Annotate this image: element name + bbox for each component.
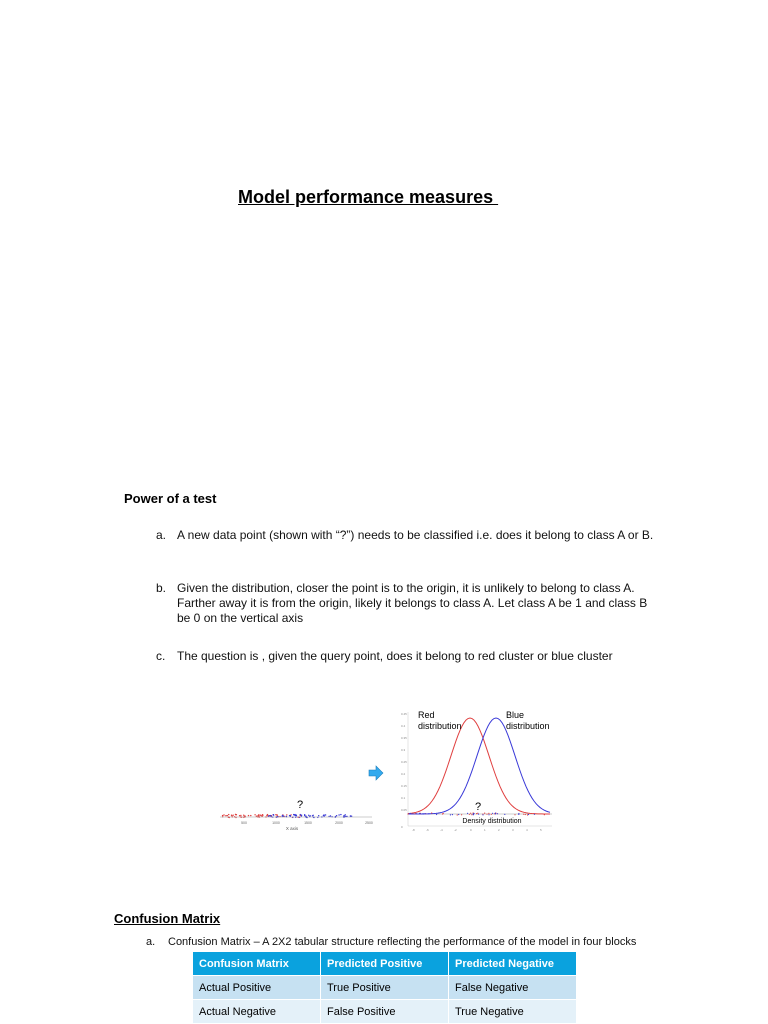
scatter-point (243, 815, 244, 816)
baseline-point (450, 814, 451, 815)
table-header-cell: Predicted Negative (449, 952, 577, 976)
x-tick-label: 500 (241, 821, 247, 825)
scatter-point (305, 816, 306, 817)
baseline-point (431, 812, 432, 813)
list-marker: a. (146, 936, 156, 948)
scatter-points (222, 814, 352, 818)
svg-text:0.1: 0.1 (401, 796, 406, 800)
table-cell: True Positive (321, 976, 449, 1000)
table-header-row (193, 952, 577, 976)
power-of-test-heading: Power of a test (124, 491, 217, 506)
table-cell: False Negative (449, 976, 577, 1000)
baseline-point (416, 813, 417, 814)
scatter-point (254, 814, 255, 815)
scatter-point (262, 814, 263, 815)
baseline-point (491, 814, 492, 815)
scatter-point (301, 815, 302, 816)
table-header-cell: Confusion Matrix (193, 952, 321, 976)
baseline-point (482, 814, 483, 815)
baseline-point (488, 814, 489, 815)
red-distribution-label: distribution (418, 721, 462, 731)
baseline-point (497, 813, 498, 814)
scatter-point (268, 815, 269, 816)
right-arrow-icon (368, 765, 384, 781)
table-cell: Actual Negative (193, 1000, 321, 1024)
svg-text:0.4: 0.4 (401, 724, 406, 728)
svg-text:3: 3 (512, 828, 514, 832)
baseline-point (544, 814, 545, 815)
baseline-point (523, 814, 524, 815)
baseline-point (442, 813, 443, 814)
scatter-point (294, 814, 295, 815)
list-item (156, 581, 656, 626)
list-item-text: Confusion Matrix – A 2X2 tabular structure reflecting the performance of the model in four blocks (168, 936, 637, 948)
svg-text:0.15: 0.15 (401, 784, 407, 788)
list-item (156, 528, 656, 543)
scatter-point (235, 814, 236, 815)
baseline-point (528, 814, 529, 815)
baseline-point (504, 814, 505, 815)
scatter-point (323, 814, 324, 815)
baseline-point (467, 813, 468, 814)
list-item-text: A new data point (shown with “?”) needs to be classified i.e. does it belong to class A or B. (177, 528, 654, 542)
scatter-point (275, 814, 276, 815)
baseline-point (436, 814, 437, 815)
list-item (156, 649, 656, 664)
density-distribution-figure (398, 706, 554, 834)
svg-text:5: 5 (540, 828, 542, 832)
baseline-point (420, 813, 421, 814)
blue-distribution-curve (408, 718, 550, 814)
scatter-point (308, 815, 309, 816)
scatter-point (261, 815, 262, 816)
baseline-point (457, 814, 458, 815)
scatter-point (223, 814, 224, 815)
density-distribution-label: Density distribution (462, 818, 522, 825)
table-cell: False Positive (321, 1000, 449, 1024)
baseline-point (469, 814, 470, 815)
red-distribution-curve (408, 718, 550, 814)
baseline-point (476, 813, 477, 814)
table-row (193, 1000, 577, 1024)
confusion-matrix-heading: Confusion Matrix (114, 911, 221, 926)
svg-text:0: 0 (470, 828, 472, 832)
scatter-point (325, 814, 326, 815)
scatter-point (345, 814, 346, 815)
baseline-point (473, 814, 474, 815)
list-item-text: The question is , given the query point, does it belong to red cluster or blue cluster (177, 649, 613, 663)
svg-text:-4: -4 (440, 828, 443, 832)
page-title: Model performance measures (238, 187, 499, 207)
scatter-point (244, 815, 245, 816)
scatter-point (304, 814, 305, 815)
scatter-point (273, 814, 274, 815)
baseline-point (425, 813, 426, 814)
svg-text:0.35: 0.35 (401, 736, 407, 740)
baseline-point (461, 814, 462, 815)
list-marker: c. (156, 649, 166, 663)
svg-text:0.05: 0.05 (401, 808, 407, 812)
baseline-point (473, 813, 474, 814)
table-cell: True Negative (449, 1000, 577, 1024)
scatter-point (283, 815, 284, 816)
table-header-cell: Predicted Positive (321, 952, 449, 976)
x-tick-label: 2500 (365, 821, 373, 825)
svg-text:0.25: 0.25 (401, 760, 407, 764)
baseline-point (486, 814, 487, 815)
scatter-point (338, 814, 339, 815)
svg-text:-2: -2 (454, 828, 457, 832)
x-tick-label: 2000 (335, 821, 343, 825)
table-cell: Actual Positive (193, 976, 321, 1000)
svg-text:4: 4 (526, 828, 528, 832)
baseline-point (484, 813, 485, 814)
scatter-point (336, 815, 337, 816)
scatter-point (318, 815, 319, 816)
baseline-point (471, 814, 472, 815)
baseline-point (495, 813, 496, 814)
baseline-point (488, 813, 489, 814)
baseline-point (458, 814, 459, 815)
svg-text:0.3: 0.3 (401, 748, 406, 752)
baseline-point (492, 813, 493, 814)
x-axis-ticks (412, 828, 542, 832)
scatter-point (240, 815, 241, 816)
baseline-point (525, 814, 526, 815)
y-axis-ticks (401, 712, 407, 829)
scatter-point (300, 814, 301, 815)
svg-text:0: 0 (401, 825, 403, 829)
baseline-point (534, 814, 535, 815)
scatter-point (228, 814, 229, 815)
scatter-point (330, 815, 331, 816)
scatter-axis-figure (216, 795, 376, 835)
svg-text:2: 2 (498, 828, 500, 832)
svg-text:-6: -6 (426, 828, 429, 832)
baseline-point (423, 813, 424, 814)
scatter-point (258, 815, 259, 816)
scatter-point (256, 816, 257, 817)
blue-distribution-label: distribution (506, 721, 550, 731)
blue-distribution-label: Blue (506, 710, 525, 720)
x-tick-label: 1500 (304, 821, 312, 825)
scatter-point (233, 815, 234, 816)
list-marker: b. (156, 581, 167, 595)
scatter-point (340, 814, 341, 815)
svg-text:-8: -8 (412, 828, 415, 832)
list-marker: a. (156, 528, 167, 542)
query-point-label: ? (474, 801, 482, 813)
baseline-point (478, 814, 479, 815)
scatter-point (295, 815, 296, 816)
baseline-point (452, 814, 453, 815)
baseline-point (409, 813, 410, 814)
list-item-text: Given the distribution, closer the point is to the origin, it is unlikely to belong to class A. Farther away it is from the origin, likely it belongs to class A. Let class A be 1 and class B be 0 on the vertical axis (177, 581, 648, 625)
table-row (193, 976, 577, 1000)
x-axis-label: X axis (285, 826, 299, 831)
red-distribution-label: Red (418, 710, 435, 720)
scatter-point (225, 815, 226, 816)
x-tick-label: 1000 (272, 821, 280, 825)
svg-text:0.2: 0.2 (401, 772, 406, 776)
scatter-point (250, 815, 251, 816)
scatter-point (310, 815, 311, 816)
list-item (146, 936, 636, 948)
scatter-point (227, 815, 228, 816)
svg-text:1: 1 (484, 828, 486, 832)
baseline-point (428, 813, 429, 814)
scatter-point (313, 815, 314, 816)
query-point-label: ? (296, 799, 304, 811)
scatter-point (222, 815, 223, 816)
baseline-point (407, 813, 408, 814)
svg-text:0.45: 0.45 (401, 712, 407, 716)
confusion-matrix-table (192, 951, 577, 1024)
scatter-point (239, 815, 240, 816)
baseline-point (419, 813, 420, 814)
baseline-point (518, 814, 519, 815)
scatter-point (286, 814, 287, 815)
scatter-point (267, 814, 268, 815)
scatter-point (248, 815, 249, 816)
baseline-point (470, 813, 471, 814)
baseline-point (514, 814, 515, 815)
